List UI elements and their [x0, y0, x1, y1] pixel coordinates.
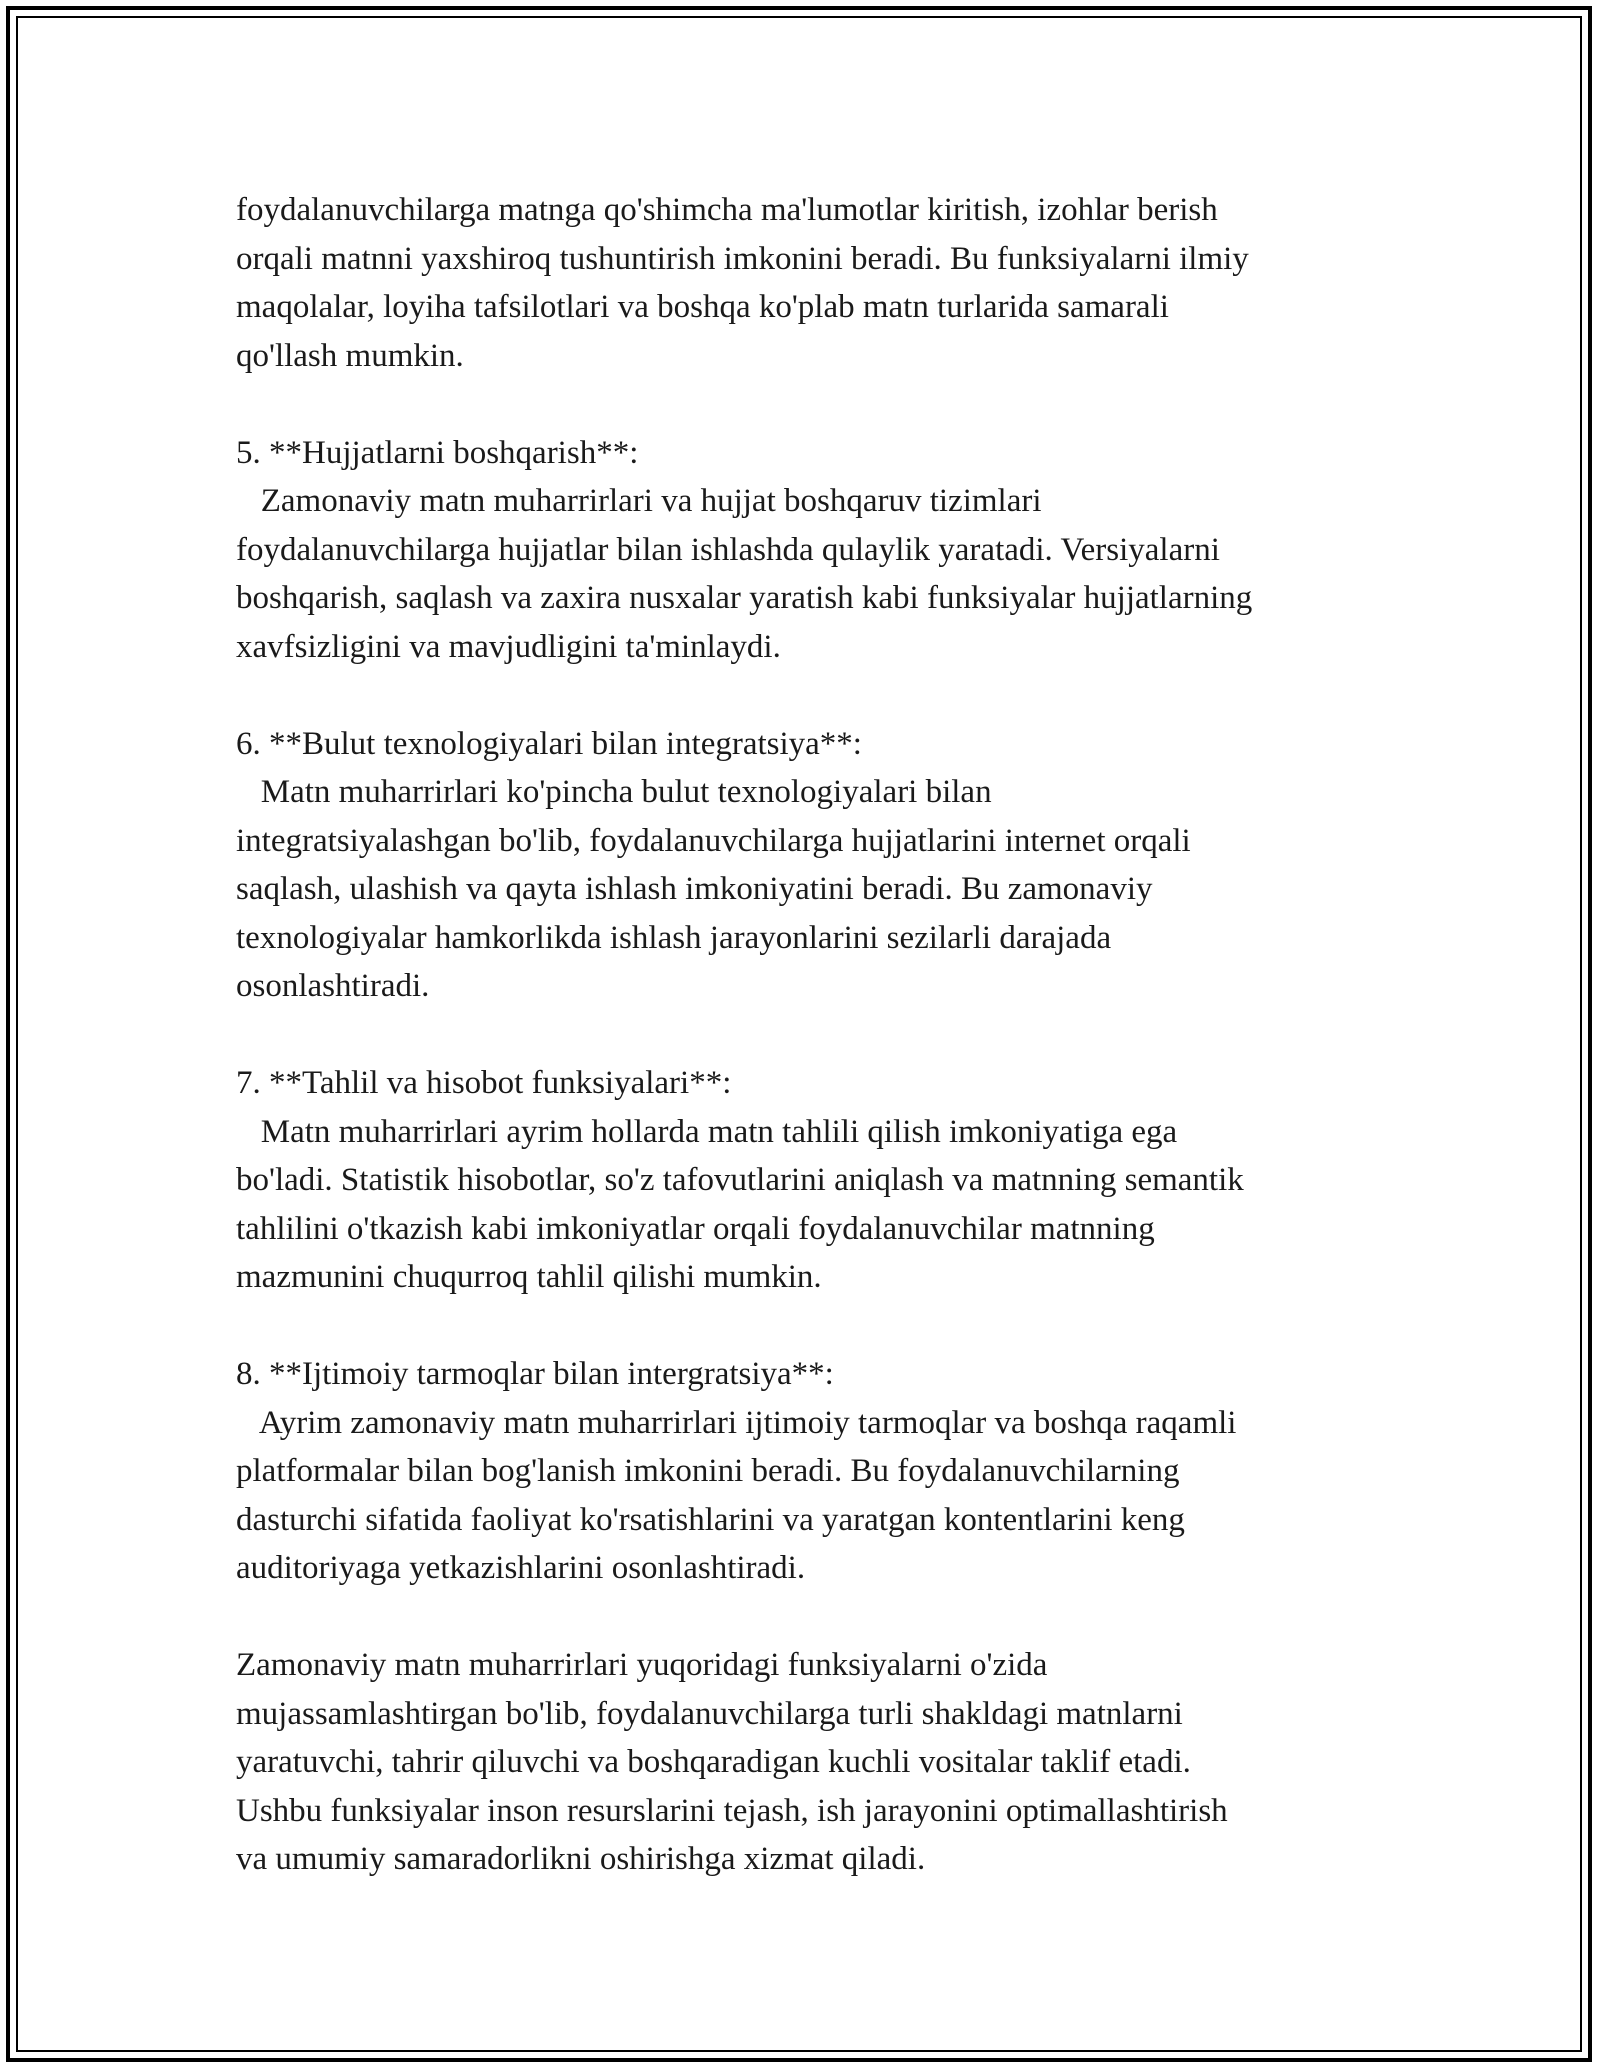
text-line: Ayrim zamonaviy matn muharrirlari ijtimoiy tarmoqlar va boshqa raqamli: [236, 1404, 1237, 1441]
text-line: dasturchi sifatida faoliyat ko'rsatishlarini va yaratgan kontentlarini keng: [236, 1501, 1185, 1538]
paragraph-gap: [236, 1593, 1396, 1642]
intro-paragraph: [236, 186, 1396, 380]
text-line: Ushbu funksiyalar inson resurslarini tejash, ish jarayonini optimallashtirish: [236, 1792, 1228, 1829]
text-line: Matn muharrirlari ko'pincha bulut texnologiyalari bilan: [236, 774, 992, 810]
text-line: maqolalar, loyiha tafsilotlari va boshqa ko'plab matn turlarida samarali: [236, 289, 1169, 325]
text-line: saqlash, ulashish va qayta ishlash imkoniyatini beradi. Bu zamonaviy: [236, 871, 1153, 907]
section-heading: 7. **Tahlil va hisobot funksiyalari**:: [236, 1065, 732, 1101]
text-line: yaratuvchi, tahrir qiluvchi va boshqaradigan kuchli vositalar taklif etadi.: [236, 1744, 1191, 1780]
text-line: auditoriyaga yetkazishlarini osonlashtiradi.: [236, 1550, 806, 1586]
text-line: boshqarish, saqlash va zaxira nusxalar yaratish kabi funksiyalar hujjatlarning: [236, 580, 1253, 616]
text-line: integratsiyalashgan bo'lib, foydalanuvchilarga hujjatlarini internet orqali: [236, 822, 1191, 859]
text-line: qo'llash mumkin.: [236, 337, 464, 374]
paragraph-gap: [236, 671, 1396, 720]
text-line: orqali matnni yaxshiroq tushuntirish imkonini beradi. Bu funksiyalarni ilmiy: [236, 240, 1249, 277]
text-line: mujassamlashtirgan bo'lib, foydalanuvchilarga turli shakldagi matnlarni: [236, 1695, 1183, 1732]
section-heading: 6. **Bulut texnologiyalari bilan integratsiya**:: [236, 725, 862, 762]
section-heading: 5. **Hujjatlarni boshqarish**:: [236, 434, 639, 471]
section-5: [236, 429, 1396, 672]
text-line: Zamonaviy matn muharrirlari yuqoridagi funksiyalarni o'zida: [236, 1647, 1048, 1683]
paragraph-gap: [236, 380, 1396, 429]
paragraph-gap: [236, 1011, 1396, 1060]
section-8: [236, 1350, 1396, 1593]
section-6: [236, 720, 1396, 1011]
text-line: bo'ladi. Statistik hisobotlar, so'z tafovutlarini aniqlash va matnning semantik: [236, 1162, 1244, 1198]
text-line: osonlashtiradi.: [236, 968, 430, 1004]
text-line: platformalar bilan bog'lanish imkonini beradi. Bu foydalanuvchilarning: [236, 1453, 1180, 1489]
paragraph-gap: [236, 1302, 1396, 1351]
text-line: Zamonaviy matn muharrirlari va hujjat boshqaruv tizimlari: [236, 483, 1042, 519]
document-body: [236, 186, 1396, 1884]
text-line: foydalanuvchilarga matnga qo'shimcha ma'lumotlar kiritish, izohlar berish: [236, 192, 1218, 228]
text-line: mazmunini chuqurroq tahlil qilishi mumkin.: [236, 1259, 822, 1295]
section-7: [236, 1059, 1396, 1302]
text-line: Matn muharrirlari ayrim hollarda matn tahlili qilish imkoniyatiga ega: [236, 1113, 1178, 1150]
conclusion-paragraph: [236, 1641, 1396, 1884]
text-line: tahlilini o'tkazish kabi imkoniyatlar orqali foydalanuvchilar matnning: [236, 1210, 1155, 1247]
text-line: foydalanuvchilarga hujjatlar bilan ishlashda qulaylik yaratadi. Versiyalarni: [236, 531, 1220, 568]
text-line: va umumiy samaradorlikni oshirishga xizmat qiladi.: [236, 1841, 926, 1877]
text-line: xavfsizligini va mavjudligini ta'minlaydi.: [236, 628, 781, 665]
section-heading: 8. **Ijtimoiy tarmoqlar bilan intergratsiya**:: [236, 1356, 834, 1392]
text-line: texnologiyalar hamkorlikda ishlash jarayonlarini sezilarli darajada: [236, 919, 1112, 956]
